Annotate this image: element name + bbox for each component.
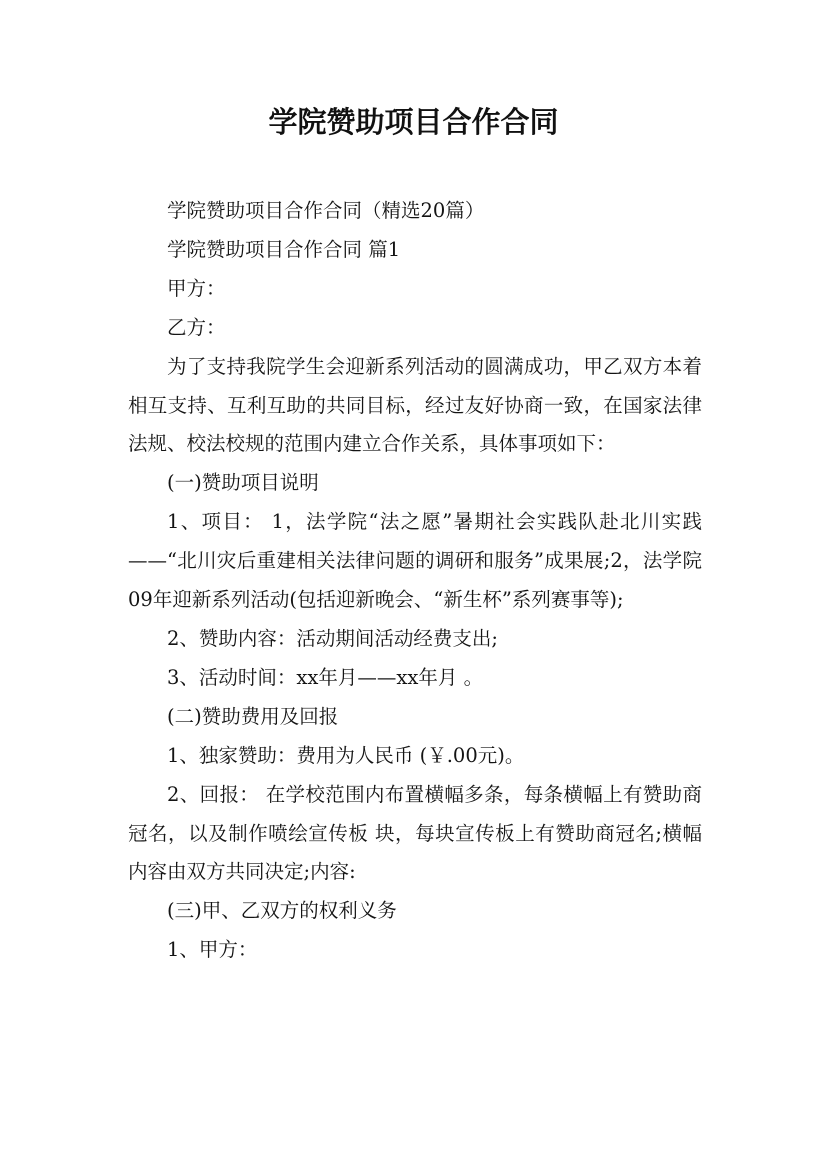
paragraph-subtitle: 学院赞助项目合作合同（精选20篇）	[167, 199, 485, 222]
paragraph-heading-1: (一)赞助项目说明	[167, 471, 319, 495]
paragraph-intro: 为了支持我院学生会迎新系列活动的圆满成功，甲乙双方本着相互支持、互利互助的共同目标，经过友好协商一致，在国家法律法规、校法校规的范围内建立合作关系，具体事项如下：	[128, 354, 702, 456]
paragraph-party-b: 乙方：	[167, 315, 226, 339]
paragraph-party-a: 甲方：	[167, 276, 226, 300]
paragraph-heading-2: (二)赞助费用及回报	[167, 704, 339, 728]
paragraph-project: 1、项目： 1，法学院“法之愿”暑期社会实践队赴北川实践——“北川灾后重建相关法律问题的调研和服务”成果展;2，法学院09年迎新系列活动(包括迎新晚会、“新生杯”系列赛事等);	[128, 510, 702, 612]
document-title: 学院赞助项目合作合同	[268, 105, 559, 139]
paragraph-heading-3: (三)甲、乙双方的权利义务	[167, 899, 397, 923]
paragraph-return: 2、回报： 在学校范围内布置横幅多条，每条横幅上有赞助商冠名，以及制作喷绘宣传板 块，每块宣传板上有赞助商冠名;横幅内容由双方共同决定;内容:	[128, 782, 702, 884]
paragraph-content: 2、赞助内容：活动期间活动经费支出;	[167, 626, 498, 650]
paragraph-time: 3、活动时间：xx年月——xx年月 。	[167, 665, 484, 689]
paragraph-party-a-duty: 1、甲方：	[167, 938, 258, 962]
paragraph-section-heading: 学院赞助项目合作合同 篇1	[167, 237, 401, 261]
document-body	[128, 192, 702, 970]
paragraph-fee: 1、独家赞助：费用为人民币 (￥.00元)。	[167, 743, 525, 767]
